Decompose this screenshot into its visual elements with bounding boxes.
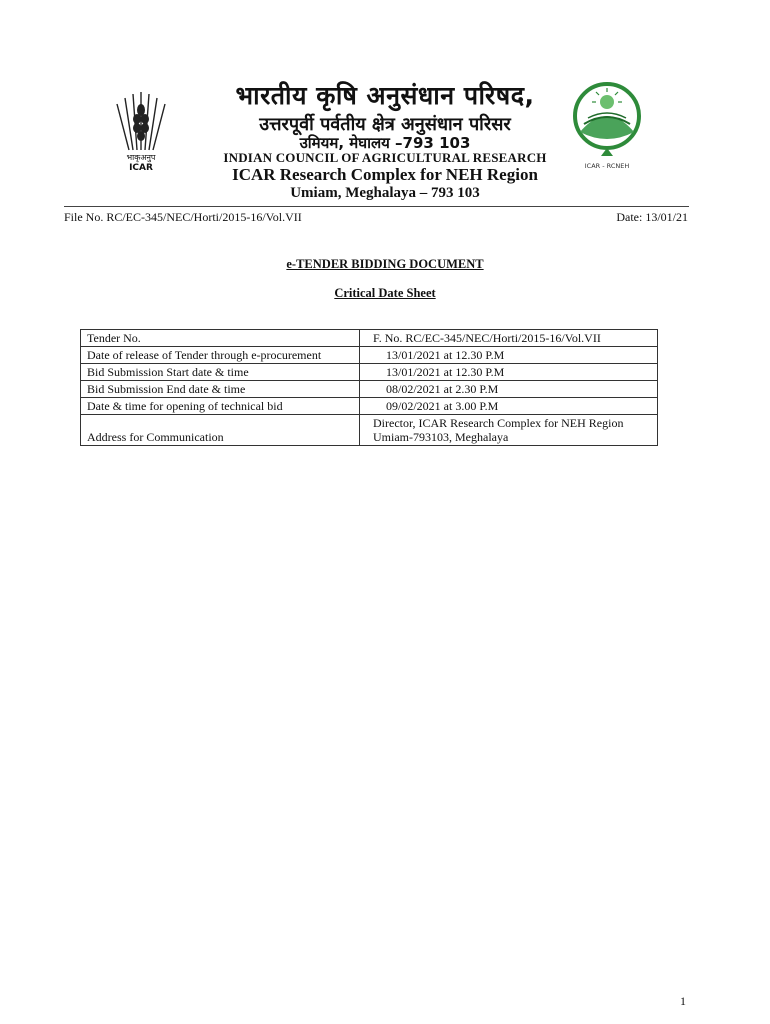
header-hindi-line1: भारतीय कृषि अनुसंधान परिषद, xyxy=(235,81,535,110)
header-hindi-line3: उमियम, मेघालय –793 103 xyxy=(299,134,471,152)
header-english-line2: ICAR Research Complex for NEH Region xyxy=(232,165,538,184)
table-row xyxy=(81,347,658,364)
row-value: 13/01/2021 at 12.30 P.M xyxy=(360,364,658,381)
row-label: Date & time for opening of technical bid xyxy=(81,398,360,415)
address-line: Umiam-793103, Meghalaya xyxy=(373,430,509,444)
icar-logo-caption-hindi: भाकृअनुप xyxy=(126,153,156,162)
address-line: Director, ICAR Research Complex for NEH Region xyxy=(373,416,624,430)
header-divider xyxy=(64,206,689,207)
row-label: Date of release of Tender through e-procurement xyxy=(81,347,360,364)
header-hindi-line2: उत्तरपूर्वी पर्वतीय क्षेत्र अनुसंधान परिसर xyxy=(259,114,511,135)
table-row xyxy=(81,415,658,446)
row-label: Address for Communication xyxy=(81,415,360,446)
header-english-line3: Umiam, Meghalaya – 793 103 xyxy=(290,185,480,201)
table-row xyxy=(81,364,658,381)
critical-date-table xyxy=(80,329,658,446)
row-value: F. No. RC/EC-345/NEC/Horti/2015-16/Vol.VII xyxy=(360,330,658,347)
row-value: 08/02/2021 at 2.30 P.M xyxy=(360,381,658,398)
row-label: Tender No. xyxy=(81,330,360,347)
header-english-line1: INDIAN COUNCIL OF AGRICULTURAL RESEARCH xyxy=(223,150,547,165)
icar-rcneh-logo-caption: ICAR - RCNEH xyxy=(584,162,630,170)
row-value: 13/01/2021 at 12.30 P.M xyxy=(360,347,658,364)
page-number: 1 xyxy=(680,994,686,1008)
document-subtitle: Critical Date Sheet xyxy=(334,286,436,300)
icar-logo-caption: ICAR xyxy=(129,163,153,173)
document-date: Date: 13/01/21 xyxy=(616,210,688,224)
file-number: File No. RC/EC-345/NEC/Horti/2015-16/Vol.VII xyxy=(64,210,302,224)
table-row xyxy=(81,398,658,415)
row-label: Bid Submission End date & time xyxy=(81,381,360,398)
document-title: e-TENDER BIDDING DOCUMENT xyxy=(286,257,484,271)
table-row xyxy=(81,381,658,398)
row-value xyxy=(360,415,658,446)
row-label: Bid Submission Start date & time xyxy=(81,364,360,381)
table-row xyxy=(81,330,658,347)
row-value: 09/02/2021 at 3.00 P.M xyxy=(360,398,658,415)
